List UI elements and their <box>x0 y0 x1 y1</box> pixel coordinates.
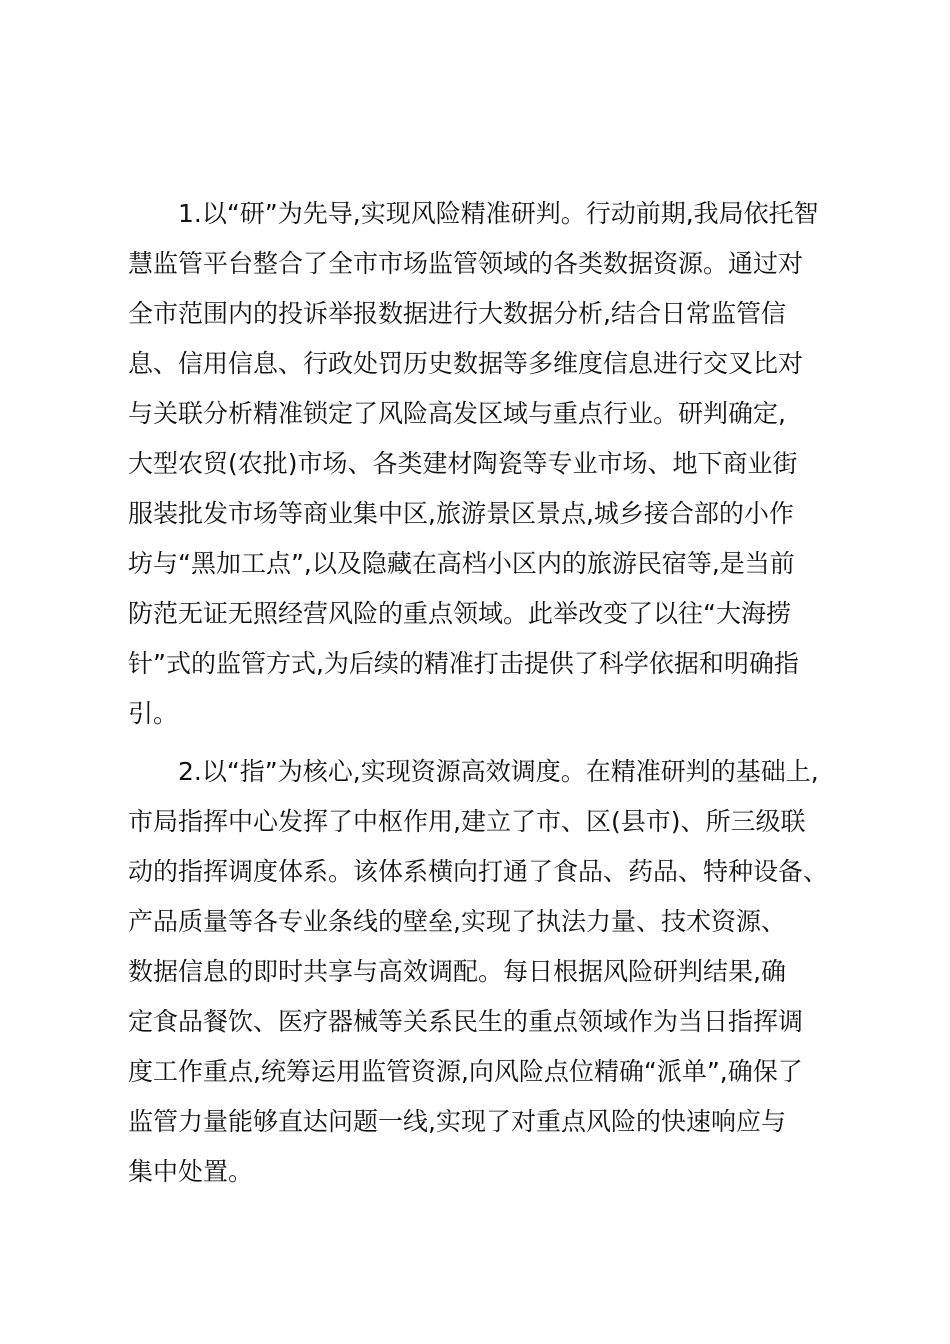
paragraph-1-line-9: 防范无证无照经营风险的重点领域。此举改变了以往“大海捞 <box>128 599 791 628</box>
paragraph-1-line-6: 大型农贸(农批)市场、各类建材陶瓷等专业市场、地下商业街 <box>128 449 798 478</box>
paragraph-2-line-9: 集中处置。 <box>128 1157 254 1186</box>
paragraph-1-line-8: 坊与“黑加工点”,以及隐藏在高档小区内的旅游民宿等,是当前 <box>128 549 795 578</box>
paragraph-2-line-2: 市局指挥中心发挥了中枢作用,建立了市、区(县市)、所三级联 <box>128 807 806 836</box>
paragraph-1-line-7: 服装批发市场等商业集中区,旅游景区景点,城乡接合部的小作 <box>128 499 794 528</box>
paragraph-1-line-3: 全市范围内的投诉举报数据进行大数据分析,结合日常监管信 <box>128 299 786 328</box>
paragraph-1-line-1: 1.以“研”为先导,实现风险精准研判。行动前期,我局依托智 <box>178 199 819 228</box>
paragraph-1-line-11: 引。 <box>128 699 179 728</box>
paragraph-1-line-2: 慧监管平台整合了全市市场监管领域的各类数据资源。通过对 <box>128 249 804 278</box>
paragraph-1-line-5: 与关联分析精准锁定了风险高发区域与重点行业。研判确定, <box>128 399 786 428</box>
paragraph-2-line-8: 监管力量能够直达问题一线,实现了对重点风险的快速响应与 <box>128 1107 786 1136</box>
paragraph-2-line-7: 度工作重点,统筹运用监管资源,向风险点位精确“派单”,确保了 <box>128 1057 803 1086</box>
paragraph-2-line-1: 2.以“指”为核心,实现资源高效调度。在精准研判的基础上, <box>178 757 819 786</box>
paragraph-2-line-5: 数据信息的即时共享与高效调配。每日根据风险研判结果,确 <box>128 957 786 986</box>
paragraph-2-line-4: 产品质量等各专业条线的壁垒,实现了执法力量、技术资源、 <box>128 907 786 936</box>
paragraph-1-line-10: 针”式的监管方式,为后续的精准打击提供了科学依据和明确指 <box>128 649 799 678</box>
paragraph-1-line-4: 息、信用信息、行政处罚历史数据等多维度信息进行交叉比对 <box>128 349 804 378</box>
paragraph-2-line-3: 动的指挥调度体系。该体系横向打通了食品、药品、特种设备、 <box>128 857 829 886</box>
paragraph-2-line-6: 定食品餐饮、医疗器械等关系民生的重点领域作为当日指挥调 <box>128 1007 804 1036</box>
